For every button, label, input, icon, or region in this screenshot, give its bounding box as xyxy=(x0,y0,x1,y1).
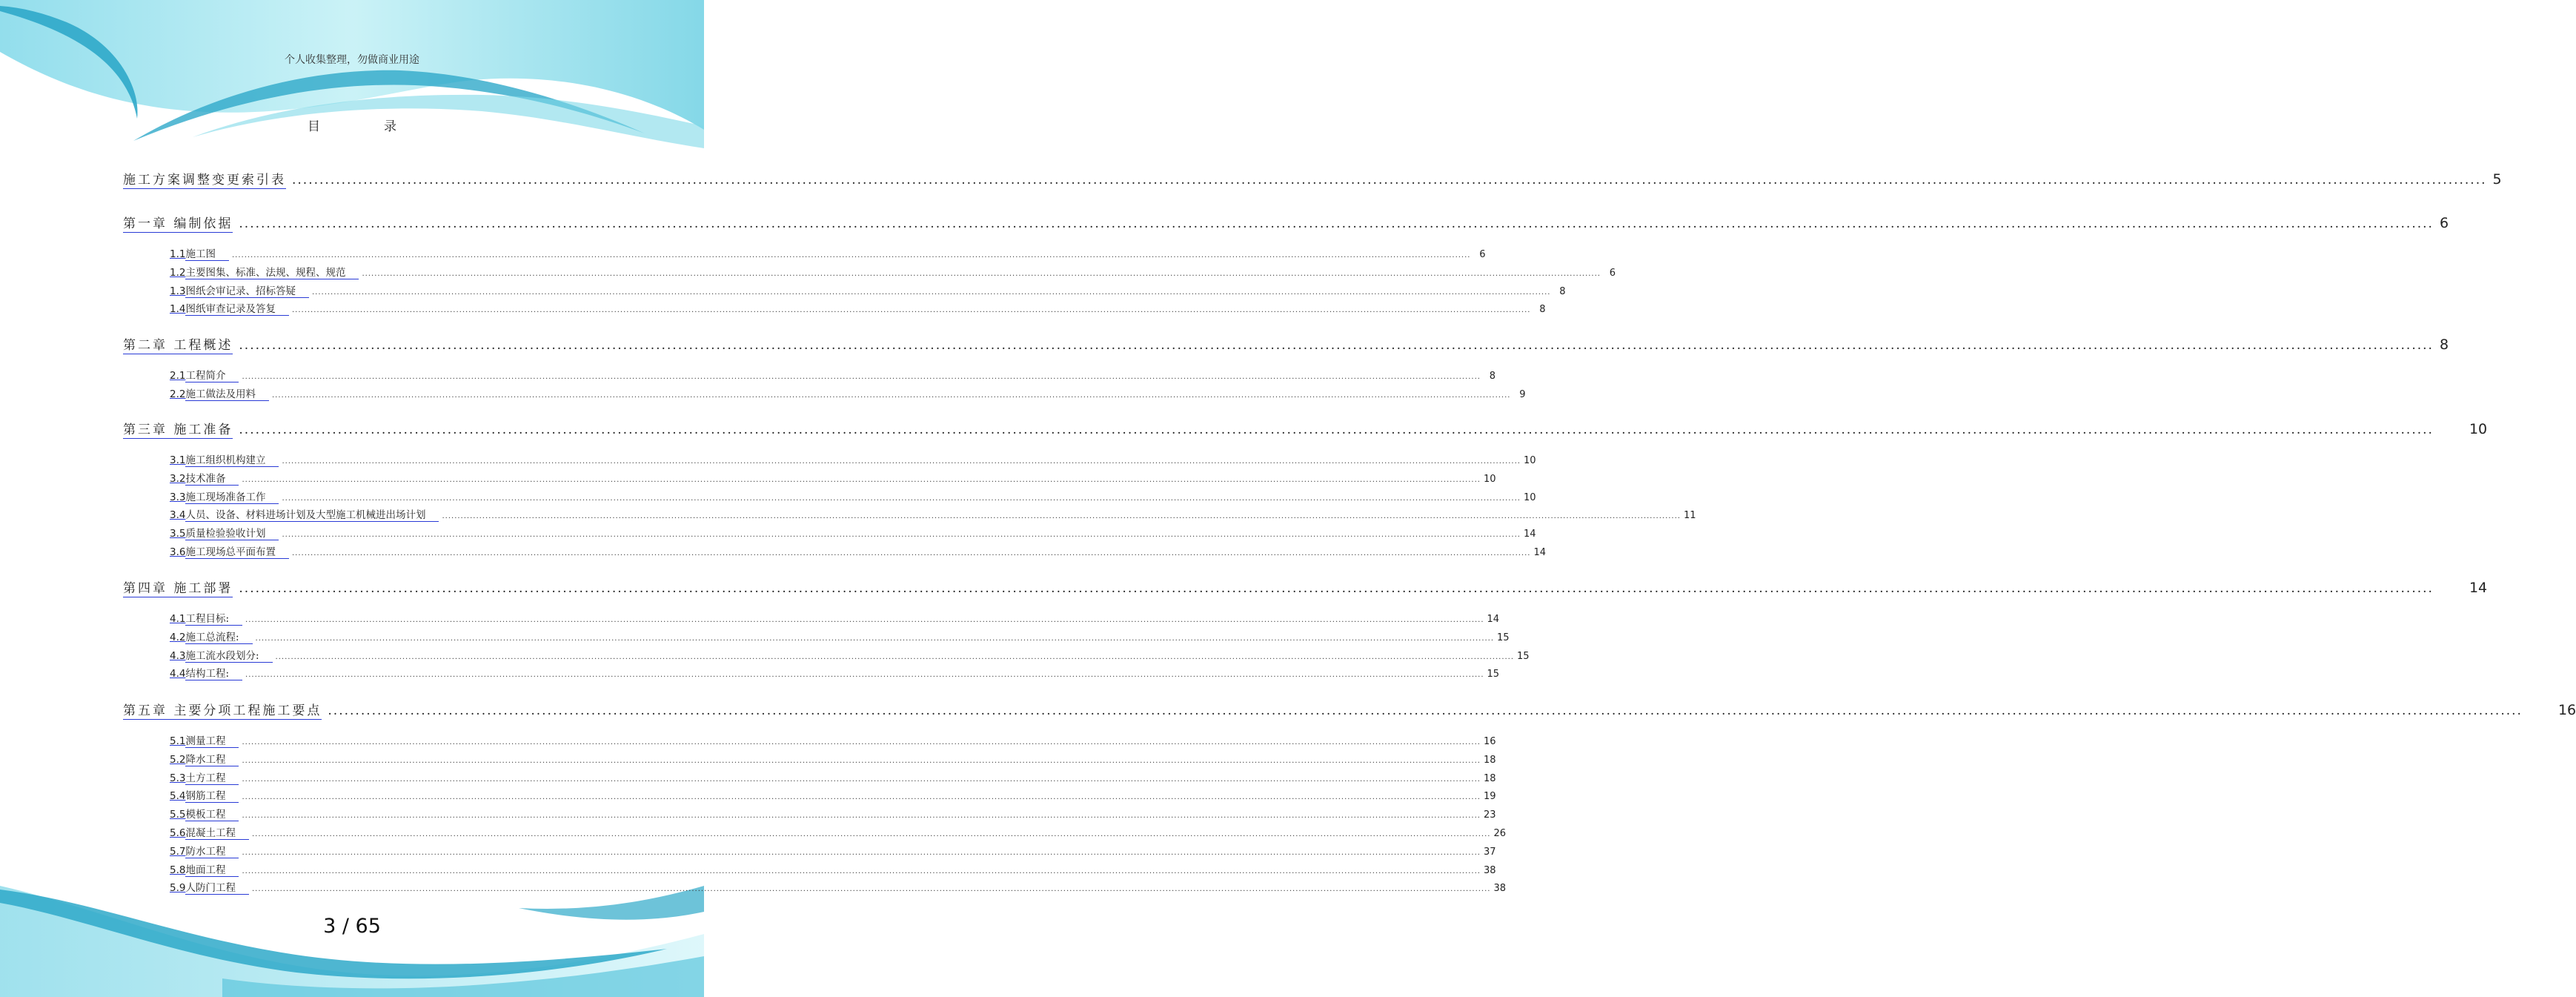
toc-section-number[interactable]: 5.8 xyxy=(170,864,186,876)
toc-section-entry[interactable] xyxy=(170,282,1566,298)
toc-section-page: 8 xyxy=(1489,371,1496,382)
toc-section-label[interactable]: 施工做法及用料 xyxy=(185,385,269,401)
toc-section-entry[interactable] xyxy=(170,629,1510,644)
toc-leader-dots: ................................................................................................................................................................................................................................................................................................................................................................................................................ xyxy=(275,652,1515,661)
toc-section-label[interactable]: 技术准备 xyxy=(185,470,239,486)
toc-leader-dots: ................................................................................................................................................................................................................................................................................................................................................................................................................ xyxy=(282,457,1521,466)
toc-leader-dots: ................................................................................................................................................................................................................................................................................................................................................................................................................ xyxy=(442,512,1681,521)
toc-section-label[interactable]: 施工组织机构建立 xyxy=(185,451,279,467)
toc-section-entry[interactable] xyxy=(170,647,1530,663)
toc-section-page: 6 xyxy=(1479,249,1486,260)
toc-chapter-label[interactable]: 第二章 工程概述 xyxy=(123,334,233,354)
toc-leader-dots: ................................................................................................................................................................................................................................................................................................................................................................................................................ xyxy=(242,756,1481,765)
toc-section-number[interactable]: 4.2 xyxy=(170,631,186,643)
toc-chapter-page: 14 xyxy=(2469,580,2488,596)
toc-section-label[interactable]: 降水工程 xyxy=(185,751,239,766)
toc-leader-dots: ................................................................................................................................................................................................................................................................................................................................................................................................................ xyxy=(242,373,1481,381)
toc-chapter-page: 8 xyxy=(2439,337,2449,353)
toc-section-page: 16 xyxy=(1483,736,1496,747)
toc-section-number[interactable]: 5.4 xyxy=(170,790,186,803)
toc-section-number[interactable]: 4.1 xyxy=(170,613,186,625)
toc-section-label[interactable]: 质量检验验收计划 xyxy=(185,525,279,540)
toc-section-page: 8 xyxy=(1539,304,1546,316)
toc-section-page: 10 xyxy=(1523,491,1536,503)
toc-section-entry[interactable] xyxy=(170,451,1536,467)
toc-leader-dots: ................................................................................................................................................................................................................................................................................................................................................................................................................ xyxy=(245,671,1484,680)
toc-section-number[interactable]: 1.1 xyxy=(170,248,186,260)
toc-leader-dots: ................................................................................................................................................................................................................................................................................................................................................................................................................ xyxy=(242,867,1481,875)
toc-leader-dots: ................................................................................................................................................................................................................................................................................................................................................................................................................ xyxy=(239,581,2434,596)
toc-leader-dots: ................................................................................................................................................................................................................................................................................................................................................................................................................ xyxy=(292,173,2487,188)
toc-section-entry[interactable] xyxy=(170,843,1496,858)
toc-section-entry[interactable] xyxy=(170,300,1546,316)
toc-section-label[interactable]: 工程目标: xyxy=(185,610,242,626)
toc-section-page: 26 xyxy=(1493,828,1507,839)
toc-section-page: 14 xyxy=(1523,529,1536,540)
toc-leader-dots: ................................................................................................................................................................................................................................................................................................................................................................................................................ xyxy=(242,812,1481,821)
toc-section-page: 37 xyxy=(1483,846,1496,858)
toc-section-page: 15 xyxy=(1497,632,1510,643)
toc-leader-dots: ................................................................................................................................................................................................................................................................................................................................................................................................................ xyxy=(328,703,2523,718)
toc-section-page: 23 xyxy=(1483,809,1496,821)
toc-section-label[interactable]: 测量工程 xyxy=(185,732,239,748)
toc-section-page: 14 xyxy=(1487,614,1500,625)
watermark-text: 个人收集整理，勿做商业用途 xyxy=(285,54,419,66)
toc-section-number[interactable]: 5.3 xyxy=(170,772,186,784)
toc-leader-dots: ................................................................................................................................................................................................................................................................................................................................................................................................................ xyxy=(239,216,2434,231)
toc-section-page: 11 xyxy=(1683,510,1696,522)
toc-leader-dots: ................................................................................................................................................................................................................................................................................................................................................................................................................ xyxy=(251,885,1491,894)
toc-chapter-page: 5 xyxy=(2492,171,2502,188)
toc-section-number[interactable]: 5.2 xyxy=(170,753,186,766)
toc-section-number[interactable]: 2.1 xyxy=(170,370,186,382)
toc-section-label[interactable]: 地面工程 xyxy=(185,861,239,877)
toc-leader-dots: ................................................................................................................................................................................................................................................................................................................................................................................................................ xyxy=(311,288,1551,297)
toc-leader-dots: ................................................................................................................................................................................................................................................................................................................................................................................................................ xyxy=(291,549,1531,557)
toc-chapter-label[interactable]: 第三章 施工准备 xyxy=(123,419,233,439)
toc-section-number[interactable]: 5.7 xyxy=(170,845,186,858)
toc-section-label[interactable]: 钢筋工程 xyxy=(185,787,239,803)
toc-section-label[interactable]: 图纸审查记录及答复 xyxy=(185,300,289,316)
toc-chapter-entry[interactable] xyxy=(123,419,2488,439)
toc-section-page: 15 xyxy=(1487,669,1500,680)
toc-section-entry[interactable] xyxy=(170,751,1496,766)
toc-section-label[interactable]: 工程简介 xyxy=(185,367,239,382)
toc-section-page: 6 xyxy=(1609,267,1616,279)
toc-section-number[interactable]: 5.1 xyxy=(170,735,186,747)
toc-section-number[interactable]: 1.2 xyxy=(170,266,186,279)
toc-section-entry[interactable] xyxy=(170,506,1696,522)
toc-section-number[interactable]: 3.3 xyxy=(170,491,186,503)
toc-title xyxy=(0,116,704,134)
toc-title-char-1: 目 xyxy=(308,119,320,134)
toc-section-label[interactable]: 混凝土工程 xyxy=(185,824,249,840)
toc-section-entry[interactable] xyxy=(170,610,1500,626)
toc-chapter-entry[interactable] xyxy=(123,169,2502,189)
toc-section-label[interactable]: 施工流水段划分: xyxy=(185,647,272,663)
toc-section-number[interactable]: 1.3 xyxy=(170,285,186,297)
toc-section-entry[interactable] xyxy=(170,861,1496,877)
toc-section-number[interactable]: 1.4 xyxy=(170,303,186,316)
toc-leader-dots: ................................................................................................................................................................................................................................................................................................................................................................................................................ xyxy=(239,338,2434,353)
toc-chapter-entry[interactable] xyxy=(123,577,2488,597)
toc-section-label[interactable]: 土方工程 xyxy=(185,769,239,785)
toc-section-label[interactable]: 图纸会审记录、招标答疑 xyxy=(185,282,309,298)
toc-leader-dots: ................................................................................................................................................................................................................................................................................................................................................................................................................ xyxy=(282,531,1521,540)
toc-section-entry[interactable] xyxy=(170,665,1500,680)
toc-leader-dots: ................................................................................................................................................................................................................................................................................................................................................................................................................ xyxy=(291,306,1531,315)
toc-chapter-label[interactable]: 第五章 主要分项工程施工要点 xyxy=(123,700,322,720)
toc-section-entry[interactable] xyxy=(170,879,1507,895)
toc-section-label[interactable]: 主要图集、标准、法规、规程、规范 xyxy=(185,264,359,279)
toc-section-number[interactable]: 2.2 xyxy=(170,388,186,400)
toc-section-page: 14 xyxy=(1533,547,1547,558)
toc-section-number[interactable]: 4.4 xyxy=(170,668,186,680)
toc-leader-dots: ................................................................................................................................................................................................................................................................................................................................................................................................................ xyxy=(242,848,1481,857)
toc-section-entry[interactable] xyxy=(170,264,1616,279)
toc-section-page: 10 xyxy=(1483,473,1496,485)
toc-section-entry[interactable] xyxy=(170,245,1486,261)
toc-section-page: 15 xyxy=(1517,650,1530,662)
toc-section-page: 18 xyxy=(1483,772,1496,784)
toc-chapter-entry[interactable] xyxy=(123,700,2576,720)
toc-section-number[interactable]: 3.4 xyxy=(170,509,186,522)
toc-leader-dots: ................................................................................................................................................................................................................................................................................................................................................................................................................ xyxy=(362,269,1601,278)
toc-section-page: 38 xyxy=(1483,864,1496,876)
toc-section-entry[interactable] xyxy=(170,470,1496,486)
toc-leader-dots: ................................................................................................................................................................................................................................................................................................................................................................................................................ xyxy=(251,830,1491,838)
toc-section-label[interactable]: 模板工程 xyxy=(185,806,239,821)
toc-section-label[interactable]: 结构工程: xyxy=(185,665,242,680)
toc-section-number[interactable]: 5.6 xyxy=(170,827,186,839)
toc-section-number[interactable]: 3.2 xyxy=(170,472,186,485)
toc-section-label[interactable]: 施工现场准备工作 xyxy=(185,488,279,504)
page-number: 3 / 65 xyxy=(323,915,381,938)
toc-leader-dots: ................................................................................................................................................................................................................................................................................................................................................................................................................ xyxy=(282,494,1521,503)
toc-chapter-label[interactable]: 施工方案调整变更索引表 xyxy=(123,169,286,189)
toc-section-label[interactable]: 人员、设备、材料进场计划及大型施工机械进出场计划 xyxy=(185,506,439,522)
toc-section-label[interactable]: 防水工程 xyxy=(185,843,239,858)
toc-leader-dots: ................................................................................................................................................................................................................................................................................................................................................................................................................ xyxy=(271,391,1511,400)
toc-section-page: 10 xyxy=(1523,455,1536,466)
toc-section-entry[interactable] xyxy=(170,769,1496,785)
toc-section-page: 9 xyxy=(1519,388,1526,400)
toc-title-char-2: 录 xyxy=(384,119,396,134)
toc-section-page: 38 xyxy=(1493,883,1507,895)
toc-leader-dots: ................................................................................................................................................................................................................................................................................................................................................................................................................ xyxy=(242,793,1481,802)
toc-chapter-page: 6 xyxy=(2439,215,2449,231)
toc-section-page: 19 xyxy=(1483,791,1496,803)
toc-section-number[interactable]: 3.6 xyxy=(170,546,186,558)
toc-section-number[interactable]: 4.3 xyxy=(170,649,186,662)
toc-chapter-page: 10 xyxy=(2469,421,2488,437)
toc-section-number[interactable]: 5.5 xyxy=(170,809,186,821)
toc-section-entry[interactable] xyxy=(170,525,1536,540)
toc-section-number[interactable]: 3.5 xyxy=(170,528,186,540)
toc-leader-dots: ................................................................................................................................................................................................................................................................................................................................................................................................................ xyxy=(245,616,1484,624)
toc-section-entry[interactable] xyxy=(170,385,1526,401)
toc-section-label[interactable]: 人防门工程 xyxy=(185,879,249,895)
toc-leader-dots: ................................................................................................................................................................................................................................................................................................................................................................................................................ xyxy=(242,475,1481,484)
toc-section-entry[interactable] xyxy=(170,732,1496,748)
toc-section-entry[interactable] xyxy=(170,824,1507,840)
toc-section-label[interactable]: 施工图 xyxy=(185,245,229,261)
toc-chapter-entry[interactable] xyxy=(123,334,2449,354)
toc-leader-dots: ................................................................................................................................................................................................................................................................................................................................................................................................................ xyxy=(242,738,1481,746)
toc-leader-dots: ................................................................................................................................................................................................................................................................................................................................................................................................................ xyxy=(239,423,2434,437)
toc-chapter-entry[interactable] xyxy=(123,213,2449,233)
toc-chapter-page: 16 xyxy=(2557,702,2576,718)
toc-section-page: 8 xyxy=(1559,285,1566,297)
toc-section-entry[interactable] xyxy=(170,367,1496,382)
toc-leader-dots: ................................................................................................................................................................................................................................................................................................................................................................................................................ xyxy=(255,634,1495,643)
toc-section-label[interactable]: 施工现场总平面布置 xyxy=(185,543,289,559)
toc-section-entry[interactable] xyxy=(170,806,1496,821)
toc-chapter-label[interactable]: 第四章 施工部署 xyxy=(123,577,233,597)
toc-section-label[interactable]: 施工总流程: xyxy=(185,629,252,644)
toc-section-number[interactable]: 5.9 xyxy=(170,882,186,895)
toc-leader-dots: ................................................................................................................................................................................................................................................................................................................................................................................................................ xyxy=(242,775,1481,784)
toc-section-number[interactable]: 3.1 xyxy=(170,454,186,466)
toc-section-page: 18 xyxy=(1483,754,1496,766)
toc-section-entry[interactable] xyxy=(170,787,1496,803)
toc-section-entry[interactable] xyxy=(170,543,1547,559)
toc-leader-dots: ................................................................................................................................................................................................................................................................................................................................................................................................................ xyxy=(231,251,1471,259)
toc-chapter-label[interactable]: 第一章 编制依据 xyxy=(123,213,233,233)
toc-section-entry[interactable] xyxy=(170,488,1536,504)
